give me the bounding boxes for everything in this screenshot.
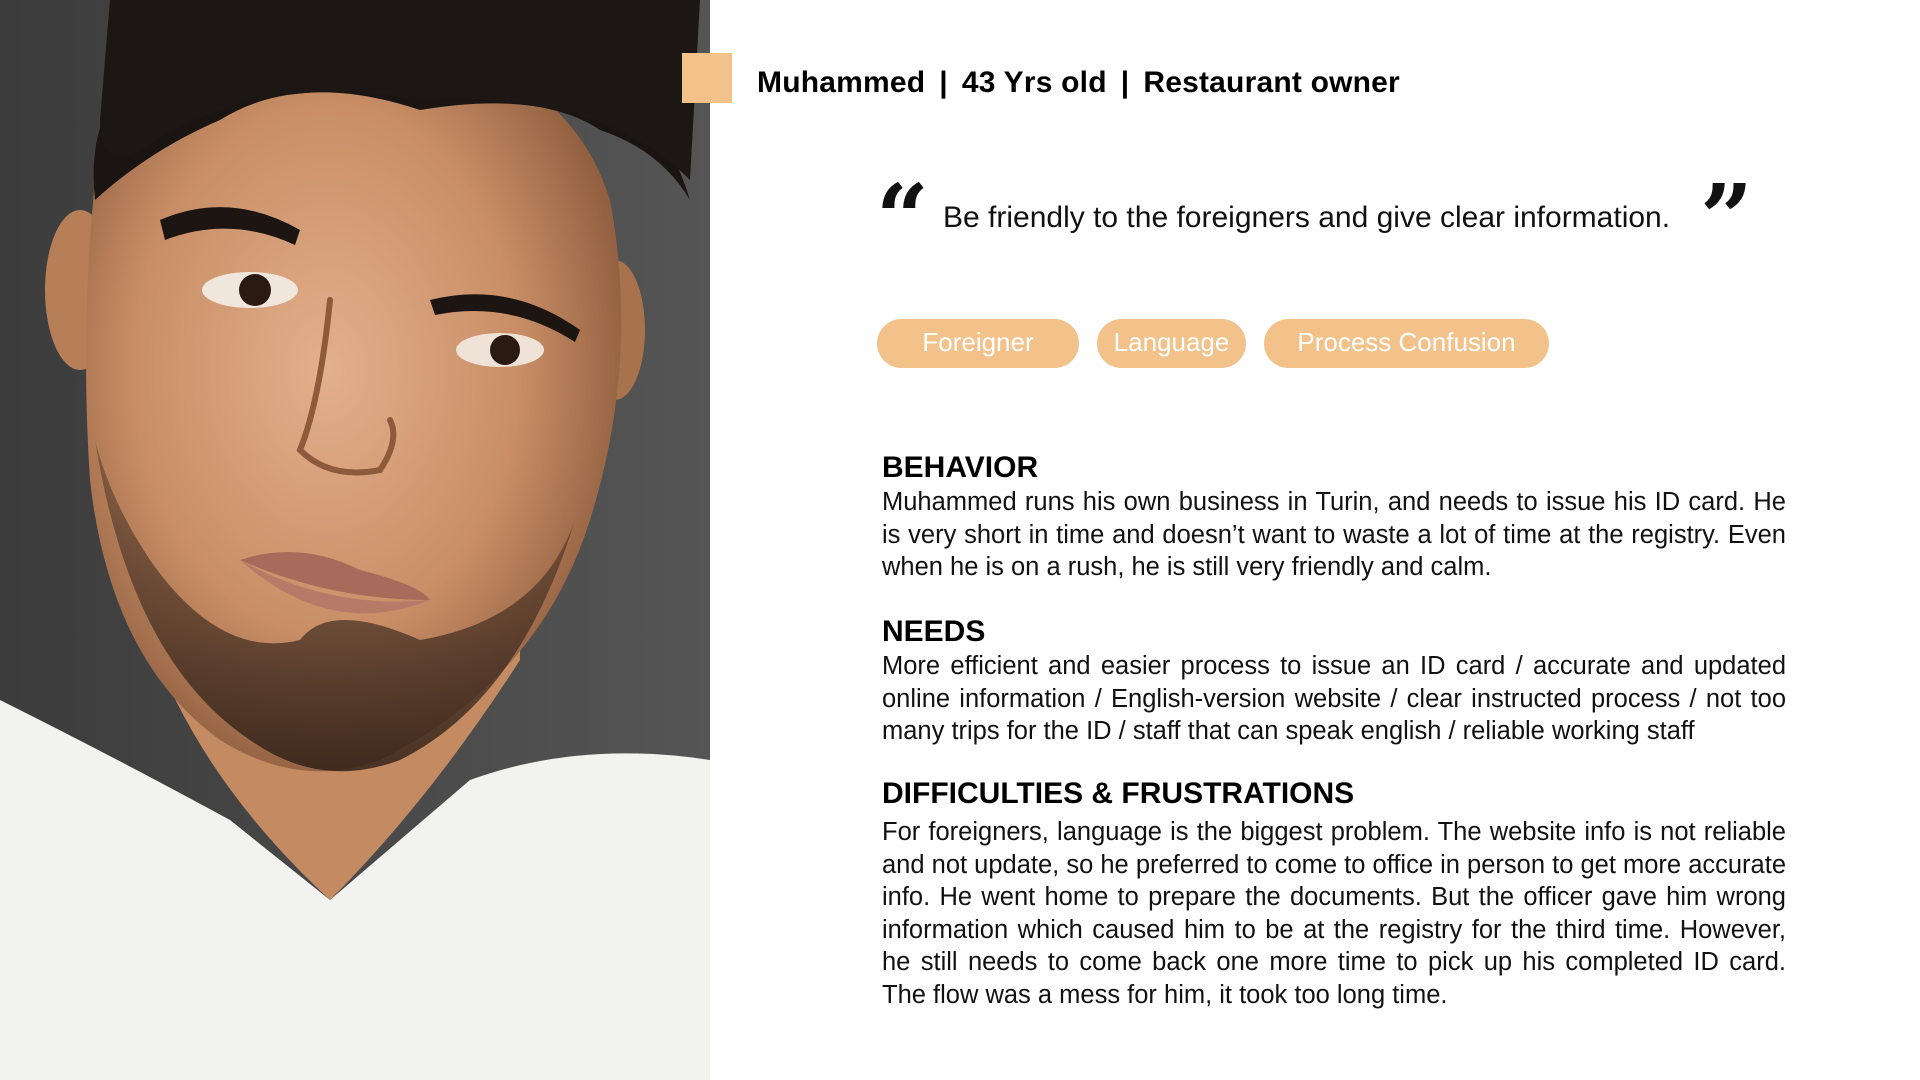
- persona-header: [757, 66, 1400, 100]
- tag-list: [877, 319, 1549, 368]
- persona-photo: [0, 0, 710, 1080]
- behavior-text: Muhammed runs his own business in Turin, and needs to issue his ID card. He is very short in time and doesn’t want to waste a lot of time at the registry. Even when he is on a rush, he is still very friendly and calm.: [882, 488, 1786, 581]
- behavior-section: [882, 450, 1786, 584]
- difficulties-text: For foreigners, language is the biggest problem. The website info is not reliable and not update, so he preferred to come to office in person to get more accurate info. He went home to prepare the documents. But the officer gave him wrong information which caused him to be at the registry for the third time. However, he still needs to come back one more time to pick up his completed ID card. The flow was a mess for him, it took too long time.: [882, 818, 1786, 1009]
- persona-name: Muhammed: [757, 66, 926, 99]
- tag-process-confusion: Process Confusion: [1264, 319, 1549, 368]
- difficulties-section: [882, 776, 1786, 1011]
- needs-title: NEEDS: [882, 615, 986, 648]
- open-quote-icon: “: [876, 164, 929, 272]
- tag-foreigner: Foreigner: [877, 319, 1079, 368]
- persona-quote: Be friendly to the foreigners and give clear information.: [943, 201, 1671, 234]
- tag-language: Language: [1097, 319, 1246, 368]
- difficulties-title: DIFFICULTIES & FRUSTRATIONS: [882, 777, 1355, 810]
- persona-age: 43 Yrs old: [961, 66, 1107, 99]
- persona-occupation: Restaurant owner: [1143, 66, 1400, 99]
- close-quote-icon: ”: [1700, 164, 1753, 272]
- header-separator: |: [939, 66, 948, 99]
- needs-text: More efficient and easier process to issue an ID card / accurate and updated online information / English-version website / clear instructed process / not too many trips for the ID / staff that can speak english / reliable working staff: [882, 652, 1786, 745]
- header-separator: |: [1120, 66, 1130, 99]
- behavior-title: BEHAVIOR: [882, 451, 1039, 484]
- accent-square: [682, 53, 732, 103]
- needs-section: [882, 614, 1786, 748]
